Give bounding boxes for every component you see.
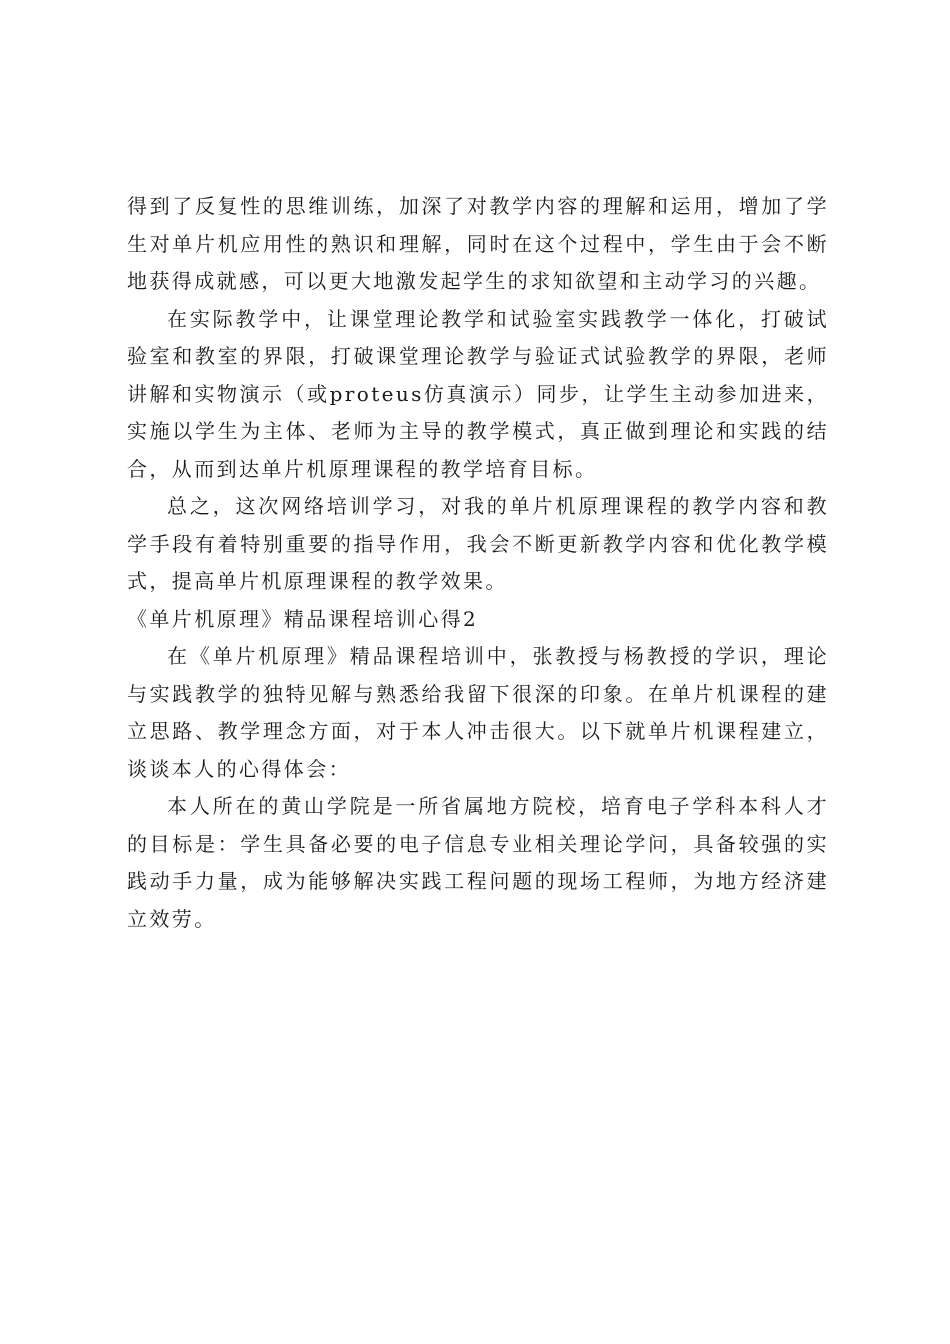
- paragraph-3: 总之，这次网络培训学习，对我的单片机原理课程的教学内容和教学手段有着特别重要的指导作用，我会不断更新教学内容和优化教学模式，提高单片机原理课程的教学效果。: [127, 494, 829, 593]
- paragraph-5: 本人所在的黄山学院是一所省属地方院校，培育电子学科本科人才的目标是：学生具备必要的电子信息专业相关理论学问，具备较强的实践动手力量，成为能够解决实践工程问题的现场工程师，为地方经济建立效劳。: [127, 794, 829, 931]
- section-heading: 《单片机原理》精品课程培训心得2: [127, 606, 479, 631]
- document-body: [127, 188, 829, 938]
- paragraph-4: 在《单片机原理》精品课程培训中，张教授与杨教授的学识，理论与实践教学的独特见解与熟悉给我留下很深的印象。在单片机课程的建立思路、教学理念方面，对于本人冲击很大。以下就单片机课程建立，谈谈本人的心得体会：: [127, 644, 829, 781]
- paragraph-2: 在实际教学中，让课堂理论教学和试验室实践教学一体化，打破试验室和教室的界限，打破课堂理论教学与验证式试验教学的界限，老师讲解和实物演示（或proteus仿真演示）同步，让学生主动参加进来，实施以学生为主体、老师为主导的教学模式，真正做到理论和实践的结合，从而到达单片机原理课程的教学培育目标。: [127, 306, 829, 481]
- paragraph-1: 得到了反复性的思维训练，加深了对教学内容的理解和运用，增加了学生对单片机应用性的熟识和理解，同时在这个过程中，学生由于会不断地获得成就感，可以更大地激发起学生的求知欲望和主动学习的兴趣。: [127, 194, 829, 293]
